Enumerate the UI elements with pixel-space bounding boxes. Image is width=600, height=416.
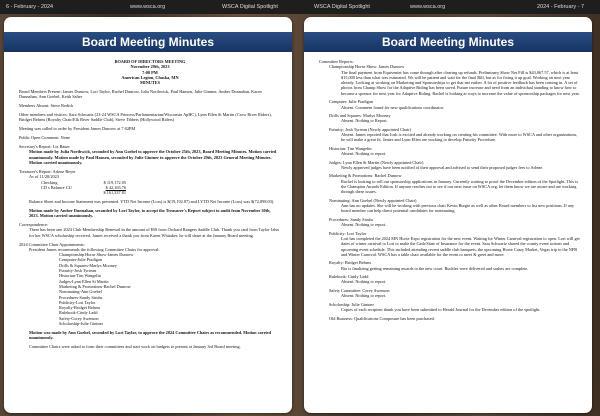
committee-intro: President James recommends the following Committee Chairs for approval: <box>29 246 160 252</box>
left-page-number: 6 - February - 2024 <box>6 4 54 10</box>
correspondence-label: Correspondence: <box>19 222 49 228</box>
report-section-title: Drills and Squares: Marlys Mooney <box>329 113 391 119</box>
report-section <box>319 173 581 194</box>
list-item: Nominating-Ann Goebel <box>59 289 102 295</box>
heading-line: November 29th, 2023 <box>130 64 170 70</box>
report-section <box>319 99 581 110</box>
report-section-title: Publicity: Lori Taylor <box>329 230 367 236</box>
treasurer-as-of: As of 11/28/2023 <box>29 174 59 180</box>
list-item: Judges-Lynn Ellen St Martin <box>59 278 109 284</box>
members-present: Board Members Present: James Dunrow, Lori Taylor, Rachel Dunrow, Julia Northwick, Paul Hansen, Julie Gintner, Amber Dunnahan, Karen Dunnahan, Ann Goebel, Keith Salter <box>19 89 262 100</box>
report-section-text: Rachel is looking to roll out sponsorship applications in January. Currently waiting to proof the December edition of the Spotlight. This is the Champion Awards Edition. If anyone reaches out to see if our next issue on WSCA.org, let them know we are aware and are working through these issues. <box>341 178 579 195</box>
left-publication-tag: WSCA Digital Spotlight <box>222 4 278 10</box>
report-section-title: Futurity: Josh Tyrrean (Newly appointed Chair) <box>329 126 412 132</box>
report-section-text: Absent. Comment found for new qualifications coordinator. <box>341 104 444 110</box>
treasurer-report-label: Treasurer's Report: Arlene Beyer <box>19 168 76 174</box>
right-page-number: 2024 - February - 7 <box>537 4 585 10</box>
members-absent: Members Absent: Steve Redick <box>19 103 74 109</box>
report-section-text: Newly approved judges have been notified of their approval and advised to send their proposed judges fees to Arlene. <box>341 164 544 170</box>
left-url[interactable]: www.wsca.org <box>130 4 166 10</box>
list-item: Drills & Squares-Marlys Mooney <box>59 262 117 268</box>
list-item: Futurity-Josh Tyrrean <box>59 268 97 274</box>
list-item: Championship Horse Show-James Dunrow <box>59 252 134 258</box>
list-item: Rulebook-Cindy Ladd <box>59 310 98 316</box>
left-page <box>4 17 292 413</box>
report-section-text: Ann has no updates. She will be working with previous chair Kevin Burgie as well as other Board members to list new positions. If any board member can help direct potential candidates for nominating. <box>341 203 575 214</box>
report-section-text: Bio is finalizing getting remaining awards to the new court. Buckles were delivered and sashes are complete. <box>341 265 529 271</box>
treasurer-row-value: $ 119,172.05 <box>103 179 126 185</box>
report-section-text: The final payment from Equiventer has come through after clearing up refunds. Preliminary Show Net Fill is $43,067.57, which is at least $15,000 less than what was estimated. We will be patient and wait for the final Bill, but as for fixing it up goal. Working on next year already. Looking at working on Marketing and Sponsorships to get that net earlier. A lot of positive feedback has been coming in. A set of photos from Champ Show for the Adaptive Riding has been saved. Future increase and need from an individual standing to know how to become a sponsor for next year for Adaptive Riding. Rachel is looking at ways to increase the value of sponsorship packages for next year. <box>341 69 580 96</box>
report-section <box>319 260 581 271</box>
list-item: Royalty-Bridget Behrns <box>59 305 101 311</box>
call-to-order: Meeting was called to order by President James Dunrow at 7:02PM <box>19 126 136 132</box>
treasurer-row-value: $ 42,165.76 <box>105 184 126 190</box>
report-section-title: Safety Committee: Corey Swenson <box>329 287 390 293</box>
other-visitors: Other members and visitors: Sara Schwartz (23-24 WSCA Princess/Parliamentarian/Wisconsin ApHC), Lynn Ellen St Martin (Crow River Riders), Bridget Behrns (Royalty Chair/Elk River Saddle Club), Steve Tibbets (Hollywood Riders) <box>19 112 272 123</box>
committee-footer-note: Committee Chairs were asked to form their committees and start work on budgets to present at January 3rd Board meeting. <box>29 344 241 350</box>
list-item: Publicity-Lori Taylor <box>59 299 96 305</box>
committee-list <box>19 252 281 326</box>
left-page-content <box>19 59 281 353</box>
right-page <box>304 17 592 413</box>
right-url[interactable]: www.wsca.org <box>410 4 446 10</box>
heading-line: BOARD OF DIRECTORS MEETING <box>114 59 186 64</box>
report-section <box>319 113 581 124</box>
report-section-text: Absent. Nothing to report. <box>341 222 387 228</box>
heading-line: MINUTES <box>139 80 161 86</box>
report-section-title: Rulebook: Cindy Ladd <box>329 274 369 280</box>
report-section <box>319 160 581 171</box>
list-item: Computer-Julie Pradigan <box>59 257 102 263</box>
report-section <box>319 231 581 257</box>
right-page-content <box>319 59 581 324</box>
list-item: Marketing & Promotions-Rachel Dunrow <box>59 283 131 289</box>
report-section <box>319 316 581 321</box>
right-banner-title: Board Meeting Minutes <box>304 32 592 52</box>
top-bar <box>0 0 600 14</box>
report-section-title: Royalty: Bridget Behrns <box>329 260 372 266</box>
right-publication-tag: WSCA Digital Spotlight <box>314 4 370 10</box>
treasurer-row-label: CD s Balance CU <box>41 184 72 190</box>
secretary-motion: Motion made by Julia Northwick, seconded by Ann Goebel to approve the October 25th, 2023, Board Meeting Minutes. Motion carried unanimously. Motion made by Paul Hansen, seconded by Julie Gintner to approve the October 29th, 2023 General Meeting Minutes. Motion carried unanimously. <box>29 149 277 166</box>
report-section-title: Marketing & Promotions: Rachel Dunrow <box>329 173 402 179</box>
report-section-title: Judges: Lynn Ellen St Martin (Newly appointed Chair) <box>329 159 424 165</box>
treasurer-row-value: $ 161,337.81 <box>103 190 126 196</box>
list-item: Historian-Tim Wangelin <box>59 273 101 279</box>
report-section-title: Nominating: Ann Goebel (Newly appointed Chair) <box>329 197 417 203</box>
treasurer-row-label <box>41 190 86 195</box>
report-section-text: Absent. Nothing to report. <box>341 279 387 285</box>
report-section <box>319 302 581 313</box>
report-section-text: Absent. James reported that Josh is excited and already working on creating his committee. With more to WSCA and other organizations, he will make a great fit. James and Lynn Ellen are working to develop Futurity Procedure. <box>341 132 578 143</box>
treasurer-row-label: Checking <box>41 179 58 185</box>
report-section <box>319 198 581 214</box>
report-section-title: Scholarship: Julie Gintner <box>329 301 374 307</box>
list-item: Scholarship-Julie Gintner <box>59 321 104 326</box>
report-section-text: Copies of each recipient thank you have been submitted to Herald Journal for the December edition of the spotlight. <box>341 307 541 313</box>
report-section-text: Absent. Nothing to report. <box>341 293 387 299</box>
report-section <box>319 217 581 228</box>
report-section <box>319 288 581 299</box>
report-section-title: Championship Horse Show: James Dunrow <box>329 64 405 70</box>
secretary-report-label: Secretary's Report: Liz Bauer <box>19 144 70 150</box>
report-section <box>319 274 581 285</box>
committee-appointments-label: 2024 Committee Chair Appointments: <box>19 241 85 247</box>
public-comment: Public Open Comment: None <box>19 135 70 141</box>
left-banner-title: Board Meeting Minutes <box>4 32 292 52</box>
list-item: Procedures-Sandy Struhs <box>59 294 103 300</box>
balance-sheet-text: Balance Sheet and Income Statement was presented. YTD Net Income (Loss) is $(19,192.87) and LYTD Net Income (Loss) was $(72,898.03). <box>29 198 275 204</box>
meeting-heading <box>19 59 281 85</box>
correspondence-text: There has been one 2024 Club Membership Renewal in the amount of $50 from Orchard Rangers Saddle Club. Thank you card from Taylor Jahn for her WSCA scholarship received. James received a thank you from Karen Whitaker, he will share at the January Board meeting. <box>29 227 279 238</box>
treasurer-row <box>41 190 281 195</box>
heading-line: American Legion, Chaska, MN <box>121 74 179 80</box>
report-section <box>319 64 581 96</box>
committee-reports-header: Committee Reports: <box>319 59 354 64</box>
committee-motion: Motion was made by Ann Goebel, seconded by Lori Taylor, to approve the 2024 Committee Chairs as recommended. Motion carried unanimously. <box>29 329 271 341</box>
report-section-title: Historian: Tim Wangelin <box>329 145 372 151</box>
report-section-title: Old Business: Qualifications Composure has been purchased. <box>329 315 435 321</box>
report-section-text: Lori has completed the 2024 MN Horse Expo registration for the new event. Waiting for Winter Carnival registration to open. Lori will get dates of winter carnival to Lori to make the Cash/State of Insurance for the event. Sara Schwartz shared the county event actions and upcoming event schedule. This included attending recent saddle club banquets, the upcoming Horse Crazy Market, Vegas trip to the NFR and Winter Carnival. WSCA has a table chair available for the event to meet & greet and more. <box>341 236 580 257</box>
report-section-title: Computer: Julie Pradigan <box>329 99 373 105</box>
report-section-text: Absent. Nothing to Report. <box>341 118 388 124</box>
treasurer-table <box>19 180 281 196</box>
report-section-title: Procedures: Sandy Struhs <box>329 216 374 222</box>
heading-line: 7:00 PM <box>142 69 158 75</box>
list-item: Safety-Corey Swenson <box>59 315 99 321</box>
treasurer-motion: Motion made by Amber Dunnahan, seconded by Lori Taylor, to accept the Treasurer's Report subject to audit from November 30th, 2023. Motion carried unanimously. <box>29 207 271 219</box>
report-section <box>319 127 581 143</box>
report-section <box>319 146 581 157</box>
report-section-text: Absent. Nothing to report. <box>341 151 387 157</box>
